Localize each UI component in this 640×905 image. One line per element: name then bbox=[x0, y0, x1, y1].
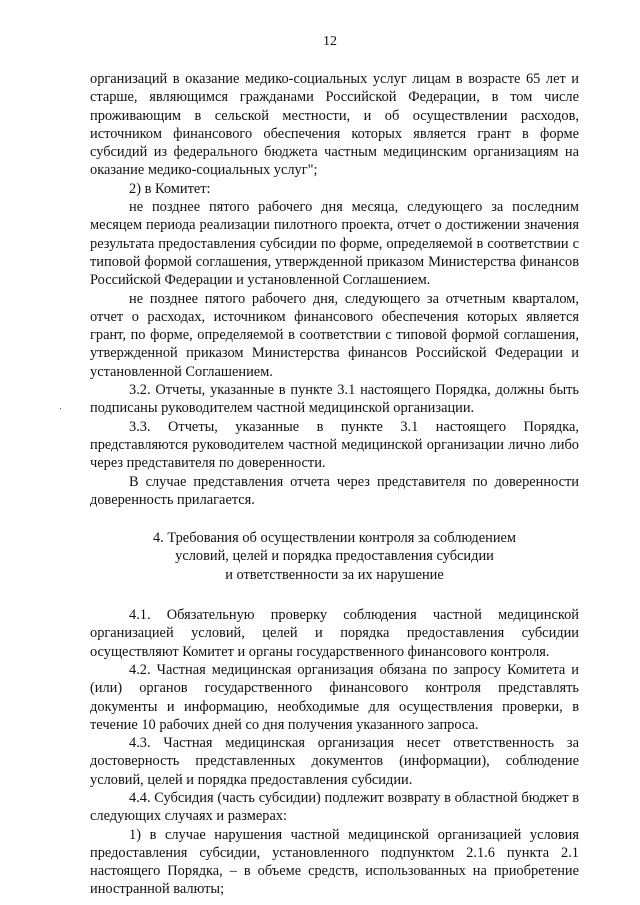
paragraph: не позднее пятого рабочего дня, следующего за отчетным кварталом, отчет о расходах, источником финансового обеспечения которых является грант, по форме, определяемой в соответствии с типовой формой соглашения, утвержденной приказом Министерства финансов Российской Федерации и установленной Соглашением. bbox=[90, 290, 579, 380]
paragraph: 3.2. Отчеты, указанные в пункте 3.1 настоящего Порядка, должны быть подписаны руководителем частной медицинской организации. bbox=[90, 382, 579, 417]
paragraph: 4.1. Обязательную проверку соблюдения частной медицинской организацией условий, целей и порядка предоставления субсидии осуществляют Комитет и органы государственного финансового контроля. bbox=[90, 607, 579, 660]
page-number: 12 bbox=[323, 34, 337, 49]
paragraph: 4.2. Частная медицинская организация обязана по запросу Комитета и (или) органов государственного финансового контроля представлять документы и информацию, необходимые для осуществления проверки, в течение 10 рабочих дней со дня получения указанного запроса. bbox=[90, 661, 579, 733]
document-body bbox=[90, 70, 579, 899]
paragraph: 4.4. Субсидия (часть субсидии) подлежит возврату в областной бюджет в следующих случаях и размерах: bbox=[90, 789, 579, 825]
scan-speck bbox=[60, 408, 61, 409]
paragraph: не позднее пятого рабочего дня месяца, следующего за последним месяцем периода реализации пилотного проекта, отчет о достижении значения результата предоставления субсидии по форме, определяемой в соответствии с типовой формой соглашения, утвержденной приказом Министерства финансов Российской Федерации и установленной Соглашением. bbox=[90, 199, 579, 289]
section-heading-line: и ответственности за их нарушение bbox=[225, 566, 444, 583]
paragraph: 4.3. Частная медицинская организация несет ответственность за достоверность представленных документов (информации), соблюдение условий, целей и порядка предоставления субсидии. bbox=[90, 735, 579, 788]
paragraph: В случае представления отчета через представителя по доверенности доверенность прилагается. bbox=[90, 473, 579, 508]
paragraph: 3.3. Отчеты, указанные в пункте 3.1 настоящего Порядка, представляются руководителем частной медицинской организации лично либо через представителя по доверенности. bbox=[90, 418, 579, 472]
paragraph: 2) в Комитет: bbox=[129, 180, 211, 197]
section-heading bbox=[90, 529, 579, 584]
section-heading-line: 4. Требования об осуществлении контроля за соблюдением bbox=[152, 530, 517, 547]
paragraph: организаций в оказание медико-социальных услуг лицам в возрасте 65 лет и старше, являющимся гражданами Российской Федерации, в том числе проживающим в сельской местности, и об осуществлении расходов, источником финансового обеспечения которых является грант в форме субсидий из федерального бюджета частным медицинским организациям на оказание медико-социальных услуг"; bbox=[90, 71, 579, 179]
section-heading-line: условий, целей и порядка предоставления субсидии bbox=[175, 548, 494, 565]
paragraph: 1) в случае нарушения частной медицинской организацией условия предоставления субсидии, установленного подпунктом 2.1.6 пункта 2.1 настоящего Порядка, – в объеме средств, использованных на приобретение иностранной валюты; bbox=[90, 826, 579, 898]
